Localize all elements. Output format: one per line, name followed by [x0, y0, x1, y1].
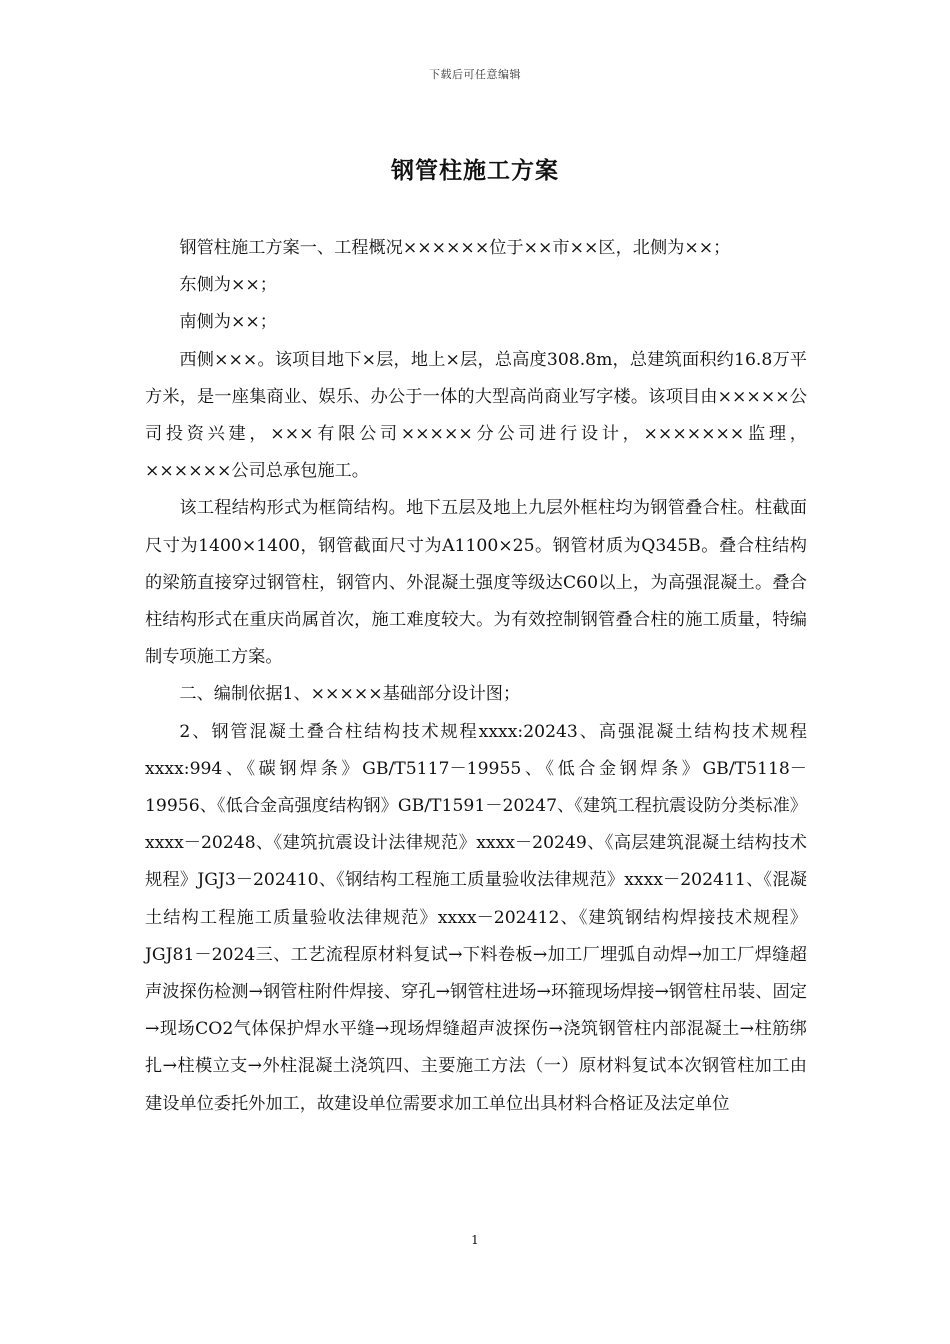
document-body — [145, 230, 807, 1123]
paragraph-standards-process: 2、钢管混凝土叠合柱结构技术规程xxxx:20243、高强混凝土结构技术规程xxxx:994、《碳钢焊条》GB/T5117－19955、《低合金钢焊条》GB/T5118－19956、《低合金高强度结构钢》GB/T1591－20247、《建筑工程抗震设防分类标准》xxxx－20248、《建筑抗震设计法律规范》xxxx－20249、《高层建筑混凝土结构技术规程》JGJ3－202410、《钢结构工程施工质量验收法律规范》xxxx－202411、《混凝土结构工程施工质量验收法律规范》xxxx－202412、《建筑钢结构焊接技术规程》JGJ81－2024三、工艺流程原材料复试→下料卷板→加工厂埋弧自动焊→加工厂焊缝超声波探伤检测→钢管柱附件焊接、穿孔→钢管柱进场→环箍现场焊接→钢管柱吊装、固定→现场CO2气体保护焊水平缝→现场焊缝超声波探伤→浇筑钢管柱内部混凝土→柱筋绑扎→柱模立支→外柱混凝土浇筑四、主要施工方法（一）原材料复试本次钢管柱加工由建设单位委托外加工，故建设单位需要求加工单位出具材料合格证及法定单位 — [145, 721, 807, 1114]
document-title: 钢管柱施工方案 — [391, 157, 559, 184]
paragraph-east: 东侧为××； — [179, 275, 277, 296]
paragraph-south: 南侧为××； — [179, 312, 277, 333]
paragraph-overview: 钢管柱施工方案一、工程概况××××××位于××市××区，北侧为××； — [179, 238, 731, 258]
page-number: 1 — [471, 1233, 479, 1247]
paragraph-basis-heading: 二、编制依据1、×××××基础部分设计图； — [179, 684, 521, 705]
paragraph-structure: 该工程结构形式为框筒结构。地下五层及地上九层外框柱均为钢管叠合柱。柱截面尺寸为1400×1400，钢管截面尺寸为A1100×25。钢管材质为Q345B。叠合柱结构的梁筋直接穿过钢管柱，钢管内、外混凝土强度等级达C60以上，为高强混凝土。叠合柱结构形式在重庆尚属首次，施工难度较大。为有效控制钢管叠合柱的施工质量，特编制专项施工方案。 — [145, 498, 807, 668]
page-header-note: 下载后可任意编辑 — [429, 68, 521, 81]
paragraph-west-project: 西侧×××。该项目地下×层，地上×层，总高度308.8m，总建筑面积约16.8万平方米，是一座集商业、娱乐、办公于一体的大型高尚商业写字楼。该项目由×××××公司投资兴建，×××有限公司×××××分公司进行设计，×××××××监理，××××××公司总承包施工。 — [145, 349, 807, 482]
